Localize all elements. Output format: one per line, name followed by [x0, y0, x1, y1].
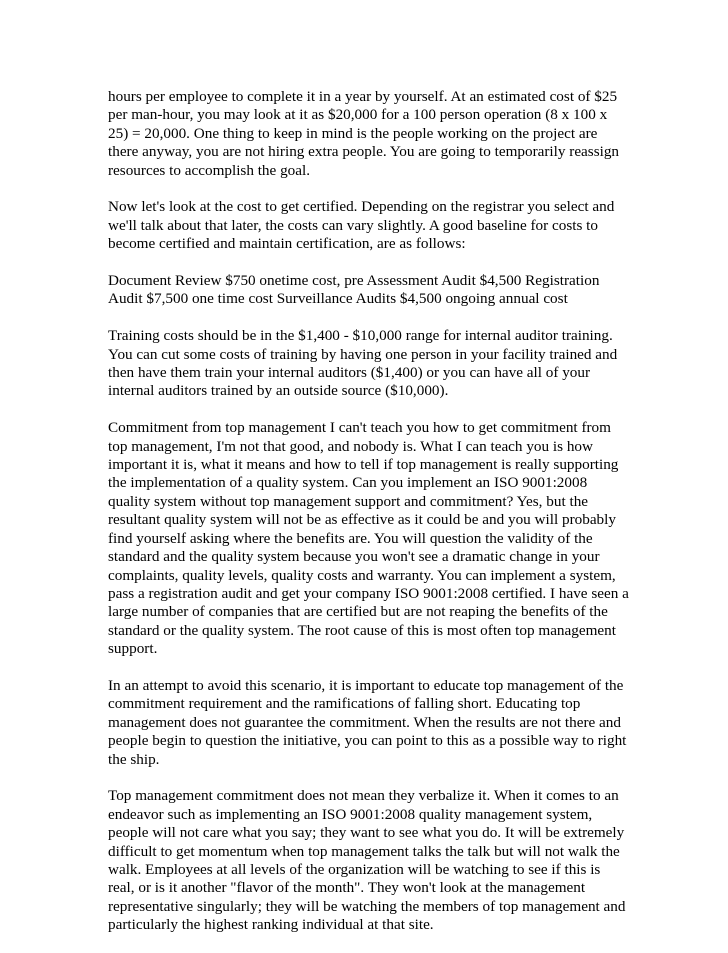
paragraph-management-commitment: Commitment from top management I can't teach you how to get commitment from top management, I'm not that good, and nobody is. What I can teach you is how important it is, what it means and how to tell if top management is really supporting the implementation of a quality system. Can you implement an ISO 9001:2008 quality system without top management support and commitment? Yes, but the resultant quality system will not be as effective as it could be and you will probably find yourself asking where the benefits are. You will question the validity of the standard and the quality system because you won't see a dramatic change in your complaints, quality levels, quality costs and warranty. You can implement a system, pass a registration audit and get your company ISO 9001:2008 certified. I have seen a large number of companies that are certified but are not reaping the benefits of the standard or the quality system. The root cause of this is most often top management support.	[108, 419, 629, 658]
paragraph-labor-cost: hours per employee to complete it in a year by yourself. At an estimated cost of $25 per man-hour, you may look at it as $20,000 for a 100 person operation (8 x 100 x 25) = 20,000. One thing to keep in mind is the people working on the project are there anyway, you are not hiring extra people. You are going to temporarily reassign resources to accomplish the goal.	[108, 88, 620, 179]
paragraph-walk-the-walk: Top management commitment does not mean they verbalize it. When it comes to an endeavor such as implementing an ISO 9001:2008 quality management system, people will not care what you say; they want to see what you do. It will be extremely difficult to get momentum when top management talks the talk but will not walk the walk. Employees at all levels of the organization will be watching to see if this is real, or is it another "flavor of the month". They won't look at the management representative singularly; they will be watching the members of top management and particularly the highest ranking individual at that site.	[108, 787, 626, 934]
paragraph-training-costs: Training costs should be in the $1,400 - $10,000 range for internal auditor training. You can cut some costs of training by having one person in your facility trained and then have them train your internal auditors ($1,400) or you can have all of your internal auditors trained by an outside source ($10,000).	[108, 327, 618, 400]
document-body	[108, 88, 630, 953]
paragraph-audit-costs: Document Review $750 onetime cost, pre Assessment Audit $4,500 Registration Audit $7,500 one time cost Surveillance Audits $4,500 ongoing annual cost	[108, 272, 600, 308]
paragraph-certification-cost: Now let's look at the cost to get certified. Depending on the registrar you select and we'll talk about that later, the costs can vary slightly. A good baseline for costs to become certified and maintain certification, are as follows:	[108, 198, 615, 253]
paragraph-educate-management: In an attempt to avoid this scenario, it is important to educate top management of the commitment requirement and the ramifications of falling short. Educating top management does not guarantee the commitment. When the results are not there and people begin to question the initiative, you can point to this as a possible way to right the ship.	[108, 676, 627, 768]
